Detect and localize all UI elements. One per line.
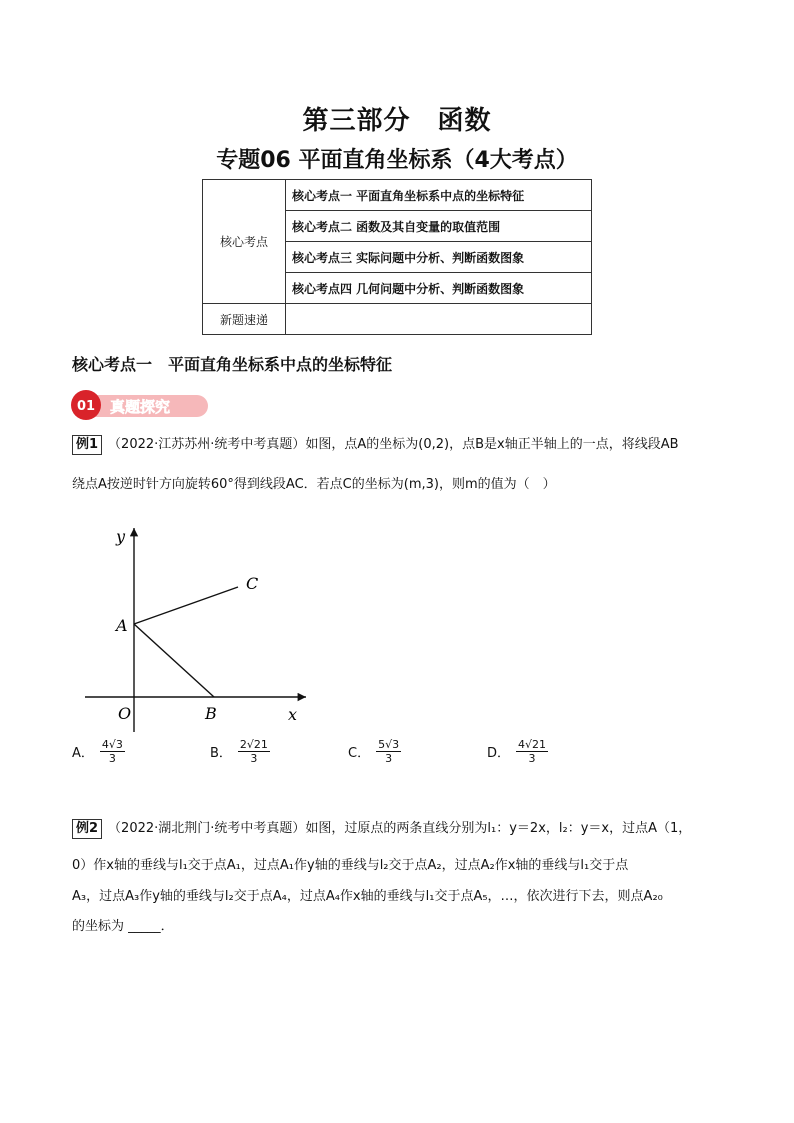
option-fraction: $\frac{4√3}{3}$ <box>101 738 123 765</box>
example-text: 如图，点A的坐标为(0,2)，点B是x轴正半轴上的一点，将线段AB <box>305 437 679 452</box>
option-letter: B． <box>210 746 232 761</box>
example1-line2: 绕点A按逆时针方向旋转60°得到线段AC．若点C的坐标为(m,3)，则m的值为（ ） <box>72 477 556 492</box>
point-a-label: A <box>116 616 128 635</box>
section-title: 核心考点一 平面直角坐标系中点的坐标特征 <box>72 355 393 374</box>
example-source: （2022·湖北荆门·统考中考真题） <box>108 821 306 836</box>
banner-number: 01 <box>76 399 96 414</box>
banner-zhenti <box>70 389 210 421</box>
point-b-label: B <box>205 704 217 723</box>
option-letter: A． <box>72 746 94 761</box>
point-c-label: C <box>246 574 259 593</box>
option-a[interactable] <box>72 738 125 765</box>
example-tag: 例2 <box>72 819 102 839</box>
part-title: 第三部分 函数 <box>302 106 492 136</box>
toc-new-value <box>286 304 592 335</box>
topic-title: 专题06 平面直角坐标系（4大考点） <box>216 148 578 173</box>
option-b[interactable] <box>210 738 270 765</box>
example2-line4: 的坐标为 _____． <box>72 919 174 934</box>
example-source: （2022·江苏苏州·统考中考真题） <box>108 437 306 452</box>
example2-line2: 0）作x轴的垂线与l₁交于点A₁，过点A₁作y轴的垂线与l₂交于点A₂，过点A₂作x轴的垂线与l₁交于点 <box>72 858 629 873</box>
segment-ac <box>134 587 238 624</box>
banner-text: 真题探究 <box>110 398 171 416</box>
option-letter: C． <box>348 746 371 761</box>
origin-label: O <box>118 704 132 723</box>
toc-new-label: 新题速递 <box>203 304 286 335</box>
x-label: x <box>288 705 298 724</box>
toc-item[interactable]: 核心考点一 平面直角坐标系中点的坐标特征 <box>286 180 592 211</box>
option-letter: D． <box>487 746 511 761</box>
toc-item[interactable]: 核心考点二 函数及其自变量的取值范围 <box>286 211 592 242</box>
example-tag: 例1 <box>72 435 102 455</box>
option-c[interactable] <box>348 738 401 765</box>
toc-core-label: 核心考点 <box>203 180 286 304</box>
example-text: 如图，过原点的两条直线分别为l₁：y＝2x，l₂：y＝x，过点A（1， <box>305 821 692 836</box>
toc-table <box>202 179 592 335</box>
option-d[interactable] <box>487 738 548 765</box>
toc-item[interactable]: 核心考点四 几何问题中分析、判断函数图象 <box>286 273 592 304</box>
option-fraction: $\frac{4√21}{3}$ <box>518 738 547 765</box>
toc-item[interactable]: 核心考点三 实际问题中分析、判断函数图象 <box>286 242 592 273</box>
option-fraction: $\frac{2√21}{3}$ <box>239 738 268 765</box>
y-label: y <box>116 527 126 546</box>
example2-line3: A₃，过点A₃作y轴的垂线与l₂交于点A₄，过点A₄作x轴的垂线与l₁交于点A₅，…，依次进行下去，则点A₂₀ <box>72 889 663 904</box>
option-fraction: $\frac{5√3}{3}$ <box>378 738 400 765</box>
segment-ab <box>134 624 214 697</box>
example1-line1 <box>72 435 679 455</box>
example2-line1 <box>72 819 691 839</box>
coordinate-graph <box>80 520 320 740</box>
